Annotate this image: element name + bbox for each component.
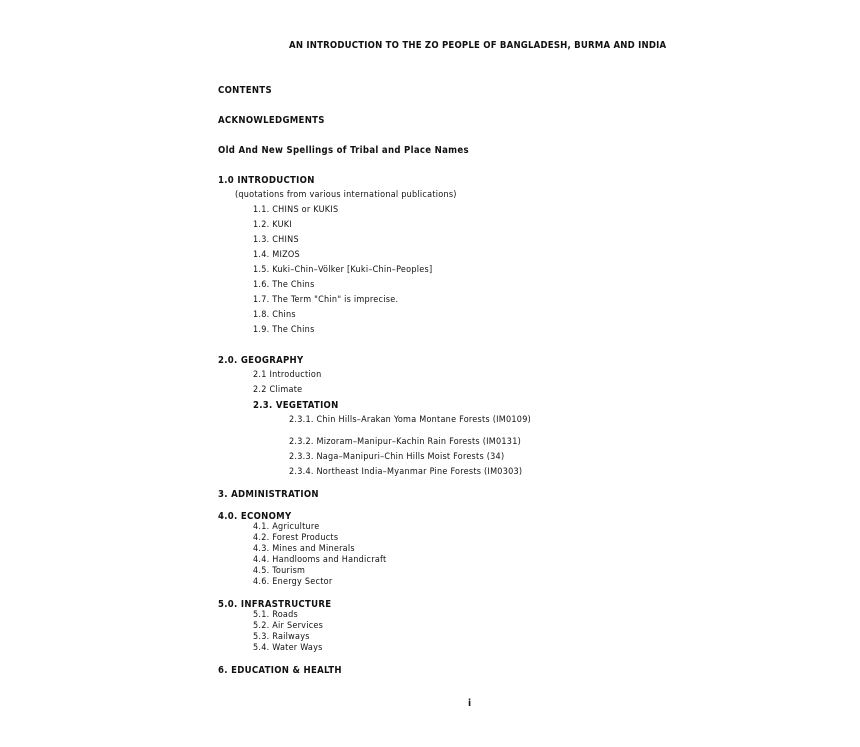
toc-subitem: 2.3.2. Mizoram–Manipur–Kachin Rain Forests (IM0131) <box>289 437 521 447</box>
spellings-heading: Old And New Spellings of Tribal and Place Names <box>218 145 469 156</box>
toc-item: 1.7. The Term "Chin" is imprecise. <box>253 295 399 305</box>
acknowledgments-heading: ACKNOWLEDGMENTS <box>218 115 325 126</box>
toc-item: 4.4. Handlooms and Handicraft <box>253 555 387 565</box>
toc-item: 1.3. CHINS <box>253 235 299 245</box>
toc-item: 1.5. Kuki–Chin–Völker [Kuki–Chin–Peoples] <box>253 265 433 275</box>
page-number: i <box>468 698 472 709</box>
toc-item: 5.3. Railways <box>253 632 310 642</box>
toc-item: 5.1. Roads <box>253 610 299 620</box>
toc-subitem: 2.3.4. Northeast India–Myanmar Pine Forests (IM0303) <box>289 467 523 477</box>
toc-item: 1.6. The Chins <box>253 280 315 290</box>
section-heading-infrastructure: 5.0. INFRASTRUCTURE <box>218 599 332 610</box>
toc-item: 5.2. Air Services <box>253 621 324 631</box>
toc-item: 1.8. Chins <box>253 310 296 320</box>
toc-item: 4.3. Mines and Minerals <box>253 544 355 554</box>
toc-item: 5.4. Water Ways <box>253 643 323 653</box>
section-heading-education-health: 6. EDUCATION & HEALTH <box>218 665 342 676</box>
section-heading-administration: 3. ADMINISTRATION <box>218 489 319 500</box>
toc-item: 1.4. MIZOS <box>253 250 300 260</box>
toc-subitem: 2.3.3. Naga–Manipuri–Chin Hills Moist Forests (34) <box>289 452 505 462</box>
section-note: (quotations from various international publications) <box>235 190 457 200</box>
section-heading-geography: 2.0. GEOGRAPHY <box>218 355 304 366</box>
toc-item: 2.2 Climate <box>253 385 303 395</box>
section-heading-introduction: 1.0 INTRODUCTION <box>218 175 315 186</box>
document-title: AN INTRODUCTION TO THE ZO PEOPLE OF BANGLADESH, BURMA AND INDIA <box>289 40 667 51</box>
toc-subitem: 2.3.1. Chin Hills–Arakan Yoma Montane Forests (IM0109) <box>289 415 531 425</box>
toc-item: 4.6. Energy Sector <box>253 577 333 587</box>
toc-item: 1.9. The Chins <box>253 325 315 335</box>
toc-item: 1.2. KUKI <box>253 220 292 230</box>
toc-item: 4.5. Tourism <box>253 566 306 576</box>
toc-item: 4.1. Agriculture <box>253 522 320 532</box>
section-heading-economy: 4.0. ECONOMY <box>218 511 292 522</box>
subsection-heading-vegetation: 2.3. VEGETATION <box>253 400 339 411</box>
toc-item: 1.1. CHINS or KUKIS <box>253 205 339 215</box>
toc-item: 2.1 Introduction <box>253 370 322 380</box>
contents-heading: CONTENTS <box>218 85 272 96</box>
toc-item: 4.2. Forest Products <box>253 533 339 543</box>
